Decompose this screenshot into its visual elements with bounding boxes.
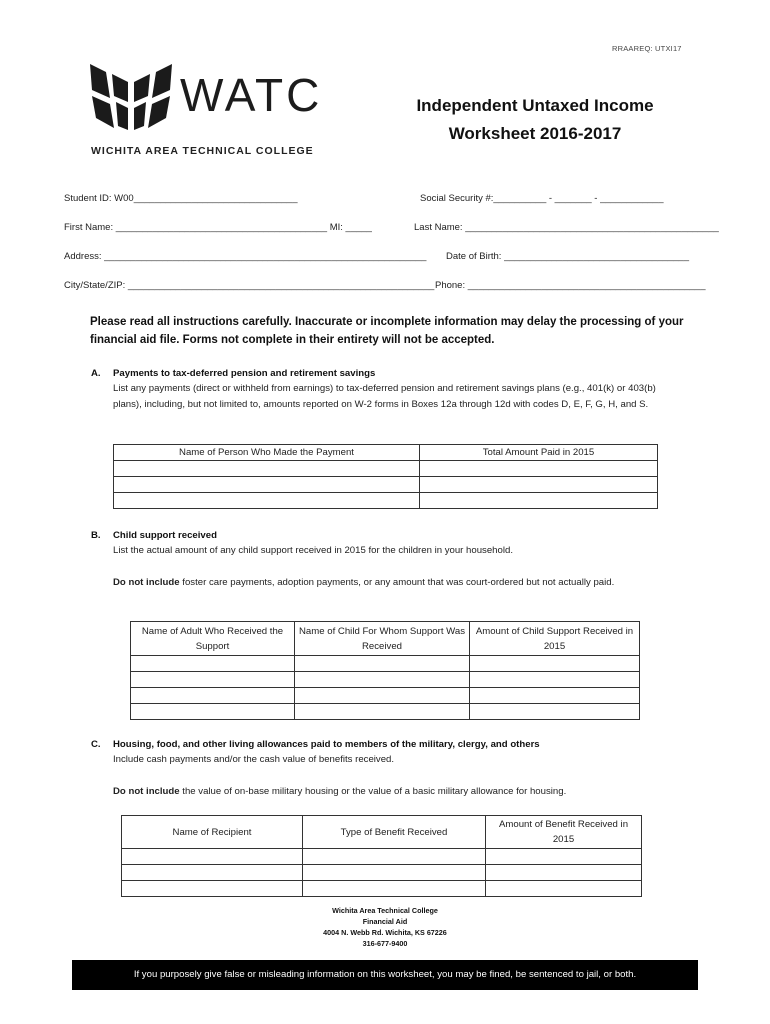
table-cell[interactable]: [131, 656, 295, 672]
student-id-field[interactable]: Student ID: W00_______________________________: [64, 193, 298, 204]
table-cell[interactable]: [486, 881, 642, 897]
table-cell[interactable]: [295, 656, 470, 672]
table-cell[interactable]: [486, 865, 642, 881]
section-b-note: [113, 575, 668, 591]
section-c-text: Include cash payments and/or the cash value of benefits received.: [113, 754, 395, 765]
ssn-field[interactable]: Social Security #:__________ - _______ - ____________: [420, 193, 664, 204]
footer-address: [285, 905, 485, 949]
table-cell[interactable]: [295, 704, 470, 720]
watc-logo-icon: [88, 62, 174, 137]
section-a-letter: A.: [91, 368, 101, 379]
title-line-2: Worksheet 2016-2017: [448, 124, 622, 143]
section-a-heading: [91, 368, 375, 379]
table-row: [122, 881, 642, 897]
table-cell[interactable]: [122, 865, 303, 881]
table-row: [131, 688, 640, 704]
table-cell[interactable]: [131, 672, 295, 688]
table-row: [114, 461, 658, 477]
table-row: [114, 477, 658, 493]
table-cell[interactable]: [303, 849, 486, 865]
table-cell[interactable]: [420, 493, 658, 509]
table-cell[interactable]: [122, 849, 303, 865]
section-a-title: Payments to tax-deferred pension and retirement savings: [113, 368, 376, 379]
section-b-table: [130, 621, 640, 720]
section-c-heading: [91, 739, 540, 750]
table-cell[interactable]: [470, 672, 640, 688]
section-b-text: List the actual amount of any child support received in 2015 for the children in your household.: [113, 545, 513, 556]
table-cell[interactable]: [131, 704, 295, 720]
section-c-note-text: the value of on-base military housing or the value of a basic military allowance for housing.: [179, 786, 567, 797]
table-row: [122, 865, 642, 881]
logo-subtitle: WICHITA AREA TECHNICAL COLLEGE: [91, 145, 314, 157]
section-a-col-person: Name of Person Who Made the Payment: [114, 445, 420, 461]
section-c-note: [113, 784, 668, 800]
table-cell[interactable]: [470, 656, 640, 672]
phone-field[interactable]: Phone: _____________________________________________: [435, 280, 706, 291]
logo-wordmark: WATC: [180, 69, 323, 121]
last-name-field[interactable]: Last Name: ________________________________________________: [414, 222, 719, 233]
section-b-note-text: foster care payments, adoption payments, or any amount that was court-ordered but not actually paid.: [179, 577, 615, 588]
first-name-field[interactable]: First Name: ________________________________________ MI: _____: [64, 222, 372, 233]
section-b-title: Child support received: [113, 530, 217, 541]
table-cell[interactable]: [303, 881, 486, 897]
section-a-text: List any payments (direct or withheld from earnings) to tax-deferred pension and retirement savings plans (e.g., 401(k) or 403(b) plans), including, but not limited to, amounts reported on W-2 forms in Boxes 12a through 12d with codes D, E, F, G, H, and S.: [113, 383, 656, 410]
page-title: [385, 92, 685, 148]
section-c-letter: C.: [91, 739, 101, 750]
table-cell[interactable]: [114, 493, 420, 509]
table-row: [131, 704, 640, 720]
table-row: [131, 656, 640, 672]
table-cell[interactable]: [470, 704, 640, 720]
table-cell[interactable]: [114, 477, 420, 493]
table-cell[interactable]: [486, 849, 642, 865]
section-b-col-amount: Amount of Child Support Received in 2015: [470, 622, 640, 656]
instructions-notice: Please read all instructions carefully. Inaccurate or incomplete information may delay the processing of your financial aid file. Forms not complete in their entirety will not be accepted.: [90, 316, 684, 346]
table-row: [122, 849, 642, 865]
table-row: [114, 493, 658, 509]
table-cell[interactable]: [295, 688, 470, 704]
section-c-col-type: Type of Benefit Received: [303, 816, 486, 849]
section-b-note-bold: Do not include: [113, 577, 180, 588]
section-c-title: Housing, food, and other living allowances paid to members of the military, clergy, and others: [113, 739, 540, 750]
table-cell[interactable]: [470, 688, 640, 704]
dob-field[interactable]: Date of Birth: ___________________________________: [446, 251, 690, 262]
warning-banner: If you purposely give false or misleading information on this worksheet, you may be fined, be sentenced to jail, or both.: [72, 960, 698, 990]
section-b-col-adult: Name of Adult Who Received the Support: [131, 622, 295, 656]
footer-line-1: Wichita Area Technical College: [332, 906, 438, 915]
section-b-heading: [91, 530, 217, 541]
footer-line-2: Financial Aid: [362, 917, 408, 926]
table-cell[interactable]: [122, 881, 303, 897]
city-state-zip-field[interactable]: City/State/ZIP: __________________________________________________________: [64, 280, 435, 291]
form-code: RRAAREQ: UTXI17: [612, 44, 682, 53]
section-c-col-amount: Amount of Benefit Received in 2015: [486, 816, 642, 849]
address-field[interactable]: Address: _____________________________________________________________: [64, 251, 427, 262]
table-cell[interactable]: [131, 688, 295, 704]
table-row: [131, 672, 640, 688]
table-cell[interactable]: [303, 865, 486, 881]
section-c-note-bold: Do not include: [113, 786, 180, 797]
table-cell[interactable]: [295, 672, 470, 688]
footer-line-4: 316-677-9400: [362, 939, 408, 948]
section-b-col-child: Name of Child For Whom Support Was Received: [295, 622, 470, 656]
title-line-1: Independent Untaxed Income: [416, 96, 654, 115]
footer-line-3: 4004 N. Webb Rd. Wichita, KS 67226: [323, 928, 447, 937]
section-a-table: [113, 444, 658, 509]
table-cell[interactable]: [420, 461, 658, 477]
table-cell[interactable]: [420, 477, 658, 493]
section-b-letter: B.: [91, 530, 101, 541]
table-cell[interactable]: [114, 461, 420, 477]
section-a-col-amount: Total Amount Paid in 2015: [420, 445, 658, 461]
section-c-table: [121, 815, 642, 897]
section-c-col-recipient: Name of Recipient: [122, 816, 303, 849]
